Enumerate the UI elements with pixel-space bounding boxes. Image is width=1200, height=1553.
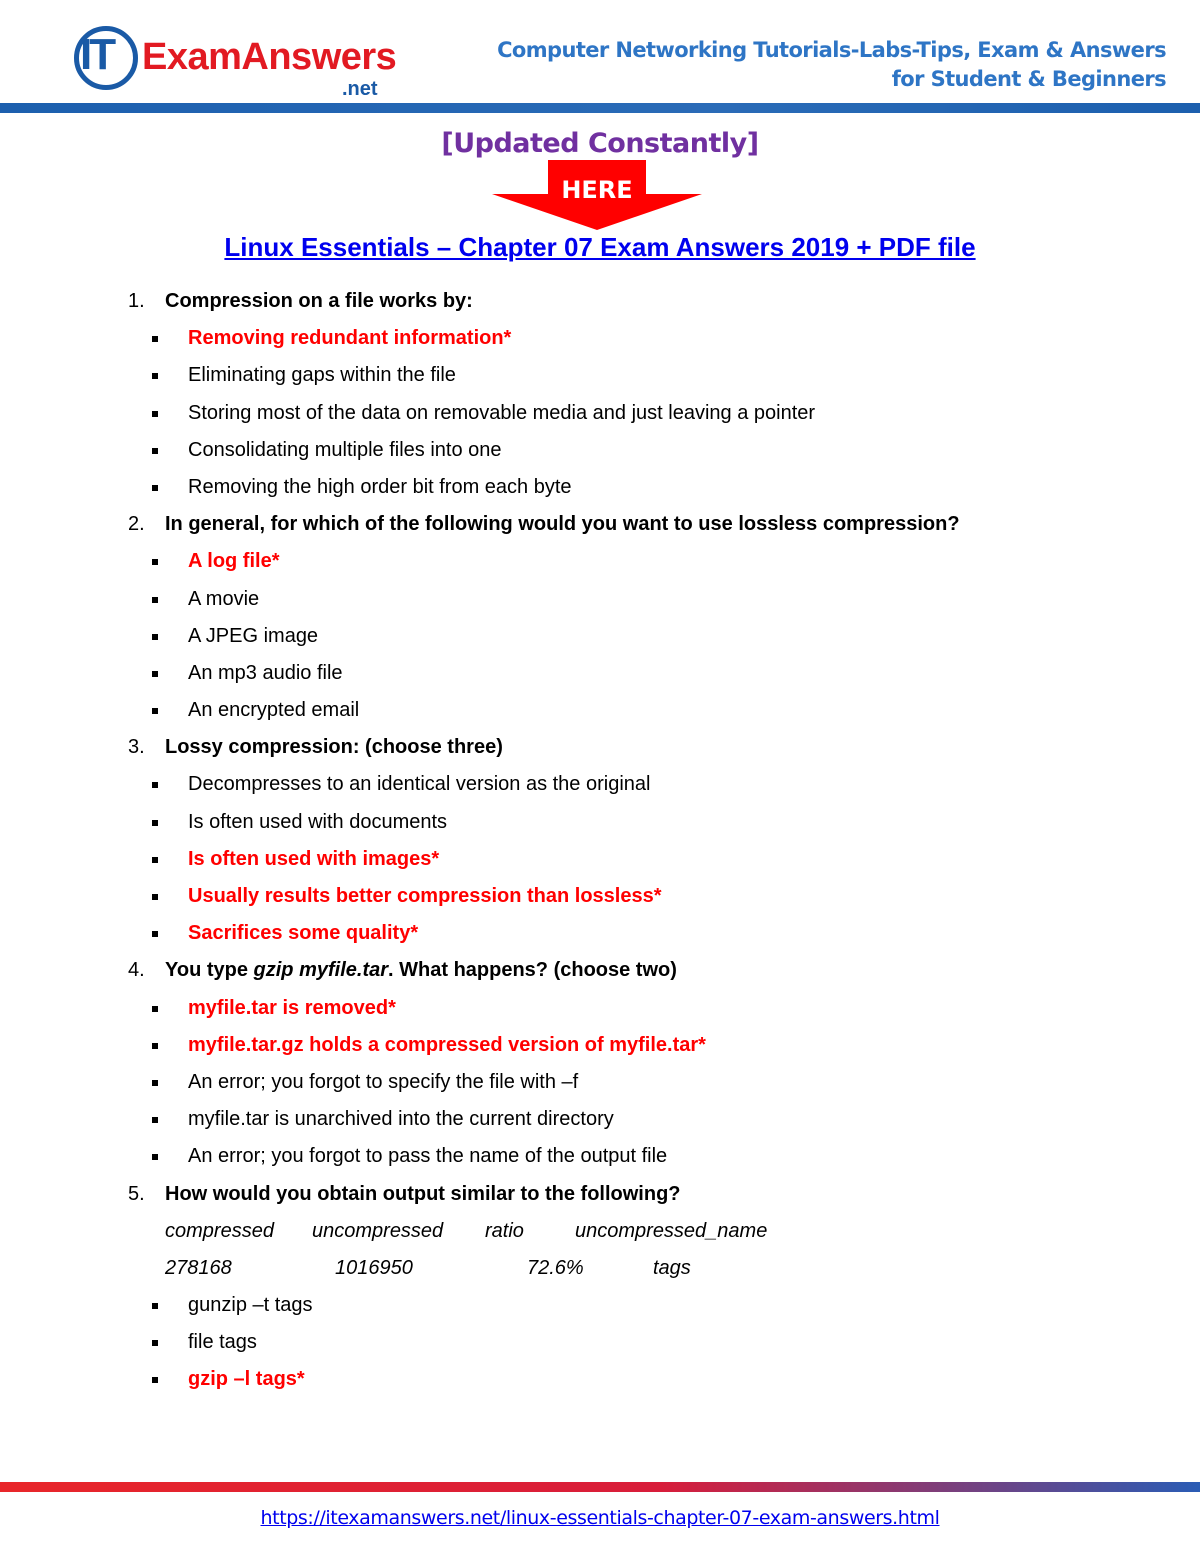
output-value-cell: tags — [653, 1256, 691, 1279]
question-text: Lossy compression: (choose three) — [165, 736, 503, 759]
answer-option-correct[interactable] — [0, 543, 1200, 580]
bullet-icon — [152, 1340, 158, 1346]
output-header-cell: ratio — [485, 1219, 524, 1242]
bullet-icon — [152, 820, 158, 826]
question-number: 2. — [128, 513, 145, 536]
answer-option-correct[interactable] — [0, 878, 1200, 915]
answer-option-correct[interactable] — [0, 915, 1200, 952]
answer-option-correct[interactable] — [0, 320, 1200, 357]
logo-it-text: IT — [80, 30, 114, 79]
answer-option-text: An encrypted email — [188, 699, 360, 722]
bullet-icon — [152, 782, 158, 788]
answer-option-text: An error; you forgot to specify the file with –f — [188, 1070, 579, 1093]
answer-option-text: Sacrifices some quality* — [188, 922, 419, 945]
answer-option[interactable] — [0, 1101, 1200, 1138]
updated-constantly-label: [Updated Constantly] — [441, 128, 759, 159]
output-header-cell: uncompressed — [312, 1219, 444, 1242]
logo-wordmark: ExamAnswers — [142, 36, 397, 78]
answer-option[interactable] — [0, 1138, 1200, 1175]
bullet-icon — [152, 411, 158, 417]
question-1 — [0, 283, 1200, 320]
bullet-icon — [152, 373, 158, 379]
answer-option-text: gzip –l tags* — [188, 1368, 305, 1391]
question-text: How would you obtain output similar to the following? — [165, 1182, 681, 1205]
answer-option-text: Storing most of the data on removable media and just leaving a pointer — [188, 401, 816, 424]
footer-url-link[interactable]: https://itexamanswers.net/linux-essentials-chapter-07-exam-answers.html — [260, 1507, 940, 1529]
answer-option-correct[interactable] — [0, 1027, 1200, 1064]
bullet-icon — [152, 1006, 158, 1012]
answer-option-text: A log file* — [188, 550, 280, 573]
question-2 — [0, 506, 1200, 543]
answer-option-text: A movie — [188, 587, 260, 610]
page-title-link[interactable]: Linux Essentials – Chapter 07 Exam Answers 2019 + PDF file — [224, 232, 976, 262]
question-text — [165, 952, 677, 989]
bullet-icon — [152, 1303, 158, 1309]
output-value-cell: 1016950 — [335, 1256, 413, 1279]
output-header-cell: uncompressed_name — [575, 1219, 768, 1242]
answer-option[interactable] — [0, 395, 1200, 432]
logo-domain: .net — [342, 78, 378, 100]
bullet-icon — [152, 1377, 158, 1383]
site-tagline — [497, 36, 1166, 94]
answer-option-text: gunzip –t tags — [188, 1294, 313, 1317]
answer-option-text: myfile.tar is unarchived into the current directory — [188, 1108, 614, 1131]
answer-option[interactable] — [0, 804, 1200, 841]
question-4 — [0, 952, 1200, 989]
answer-option-text: Usually results better compression than lossless* — [188, 885, 662, 907]
question-number: 1. — [128, 290, 145, 312]
answer-option-text: An error; you forgot to pass the name of the output file — [188, 1145, 668, 1168]
question-text: In general, for which of the following would you want to use lossless compression? — [165, 513, 960, 536]
question-text-before: You type — [165, 959, 254, 982]
answer-option-text: myfile.tar is removed* — [188, 996, 396, 1019]
question-text-after: . What happens? (choose two) — [388, 959, 677, 982]
bullet-icon — [152, 559, 158, 565]
question-5 — [0, 1176, 1200, 1213]
page-title — [0, 232, 1200, 263]
answer-option[interactable] — [0, 692, 1200, 729]
answer-option[interactable] — [0, 469, 1200, 506]
answer-option[interactable] — [0, 655, 1200, 692]
bullet-icon — [152, 597, 158, 603]
output-value-cell: 278168 — [165, 1256, 232, 1279]
answer-option[interactable] — [0, 357, 1200, 394]
bullet-icon — [152, 931, 158, 937]
answer-option[interactable] — [0, 1324, 1200, 1361]
question-command: gzip myfile.tar — [253, 959, 389, 982]
question-number: 3. — [128, 736, 145, 759]
answer-option[interactable] — [0, 581, 1200, 618]
answer-option-correct[interactable] — [0, 990, 1200, 1027]
answer-option-text: An mp3 audio file — [188, 661, 343, 684]
bullet-icon — [152, 1080, 158, 1086]
footer-divider — [0, 1482, 1200, 1492]
question-text: Compression on a file works by: — [165, 290, 473, 312]
answer-option-text: Is often used with documents — [188, 810, 448, 833]
answer-option-text: Consolidating multiple files into one — [188, 438, 502, 461]
answer-option[interactable] — [0, 1064, 1200, 1101]
tagline-line-2: for Student & Beginners — [891, 67, 1166, 91]
answer-option[interactable] — [0, 618, 1200, 655]
bullet-icon — [152, 448, 158, 454]
answer-option-text: Removing the high order bit from each byte — [188, 475, 572, 498]
bullet-icon — [152, 857, 158, 863]
output-header-cell: compressed — [165, 1219, 274, 1242]
bullet-icon — [152, 1154, 158, 1160]
output-value-row — [0, 1250, 1200, 1287]
bullet-icon — [152, 336, 158, 342]
answer-option-correct[interactable] — [0, 1361, 1200, 1398]
answer-option[interactable] — [0, 766, 1200, 803]
bullet-icon — [152, 708, 158, 714]
here-arrow-label[interactable]: HERE — [561, 176, 633, 204]
answer-option-text: A JPEG image — [188, 624, 319, 647]
tagline-line-1: Computer Networking Tutorials-Labs-Tips, Exam & Answers — [497, 38, 1166, 62]
footer — [0, 1507, 1200, 1529]
header-divider — [0, 103, 1200, 113]
question-number: 4. — [128, 959, 145, 982]
answer-option-text: Is often used with images* — [188, 847, 440, 870]
bullet-icon — [152, 1117, 158, 1123]
output-header-row — [0, 1213, 1200, 1250]
answer-option[interactable] — [0, 1287, 1200, 1324]
site-logo[interactable] — [74, 26, 397, 106]
answer-option[interactable] — [0, 432, 1200, 469]
bullet-icon — [152, 671, 158, 677]
bullet-icon — [152, 894, 158, 900]
question-number: 5. — [128, 1182, 145, 1205]
answer-option-correct[interactable] — [0, 841, 1200, 878]
answer-option-text: myfile.tar.gz holds a compressed version of myfile.tar* — [188, 1033, 706, 1056]
answer-option-text: Decompresses to an identical version as the original — [188, 773, 651, 796]
answer-option-text: Eliminating gaps within the file — [188, 364, 456, 387]
answer-option-text: Removing redundant information* — [188, 327, 512, 350]
logo-it-mark — [74, 26, 136, 88]
bullet-icon — [152, 485, 158, 491]
bullet-icon — [152, 1043, 158, 1049]
question-3 — [0, 729, 1200, 766]
bullet-icon — [152, 634, 158, 640]
output-value-cell: 72.6% — [527, 1256, 584, 1279]
question-list — [0, 283, 1200, 1399]
answer-option-text: file tags — [188, 1331, 257, 1354]
